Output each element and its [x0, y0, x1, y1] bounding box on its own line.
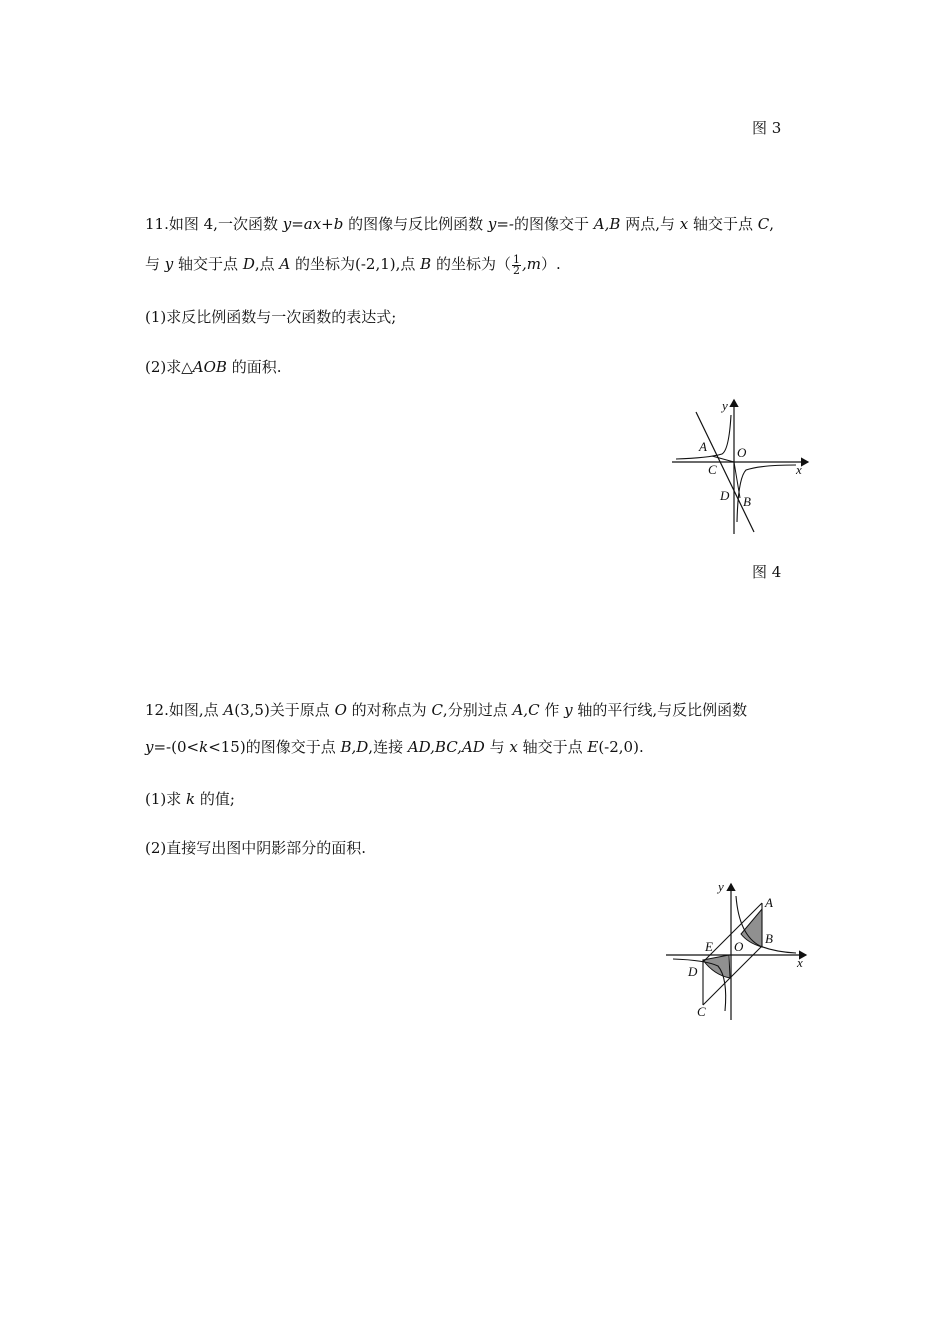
q11-fraction — [512, 252, 521, 277]
q11-text: ,点 — [254, 255, 280, 273]
q11-inverse-equation: y=- — [487, 215, 515, 233]
q11-subquestion-1: (1)求反比例函数与一次函数的表达式; — [145, 308, 397, 326]
q11-text: ）. — [540, 255, 561, 273]
q12-k-var: k — [186, 790, 196, 808]
q12-text: 12.如图,点 — [145, 701, 224, 719]
q12-text: ,分别过点 — [442, 701, 513, 719]
q11-text: 轴交于点 — [688, 215, 758, 233]
q12-text: 轴交于点 — [517, 738, 588, 756]
label-a: A — [765, 895, 773, 910]
q11-text: 两点,与 — [620, 215, 680, 233]
q11-point-b: B — [420, 255, 432, 273]
label-c: C — [708, 462, 717, 477]
q11-text: 轴交于点 — [173, 255, 243, 273]
q12-points-bd: B,D — [340, 738, 369, 756]
fraction-denominator: 2 — [512, 263, 520, 277]
q12-text: 作 — [539, 701, 565, 719]
q11-subquestion-2 — [145, 356, 282, 377]
q11-line-2 — [145, 253, 561, 276]
q11-y-var: y — [164, 255, 174, 273]
q11-text: 如图 4,一次函数 — [168, 215, 283, 233]
figure-3-caption: 图 3 — [752, 119, 782, 137]
q12-line-2 — [145, 736, 644, 757]
q12-text: 的值; — [195, 790, 235, 808]
label-o: O — [734, 939, 744, 954]
q12-text: 的对称点为 — [346, 701, 432, 719]
q12-text: <15)的图像交于点 — [208, 738, 341, 756]
label-o: O — [737, 445, 747, 460]
q12-subquestion-2: (2)直接写出图中阴影部分的面积. — [145, 839, 367, 857]
q12-text: =-(0< — [153, 738, 200, 756]
figure-q12-graph — [662, 876, 814, 1024]
q11-text: 与 — [145, 255, 165, 273]
q11-line-1 — [145, 213, 774, 234]
q12-points-ac: A,C — [512, 701, 540, 719]
label-e: E — [705, 939, 713, 954]
label-b: B — [743, 494, 751, 509]
q12-subquestion-1 — [145, 788, 235, 809]
q12-x-var: x — [509, 738, 518, 756]
shaded-region-upper — [741, 909, 762, 947]
q12-point-a: A — [223, 701, 235, 719]
q11-text: 的图像与反比例函数 — [343, 215, 488, 233]
label-x: x — [796, 462, 802, 477]
q11-text: 的坐标为（ — [431, 255, 511, 273]
label-d: D — [720, 488, 730, 503]
label-a: A — [699, 439, 707, 454]
q12-text: 轴的平行线,与反比例函数 — [572, 701, 748, 719]
label-y: y — [722, 398, 728, 413]
q11-triangle-aob: AOB — [192, 358, 227, 376]
q12-y-var: y — [564, 701, 573, 719]
q11-text: 的图像交于 — [514, 215, 594, 233]
label-x: x — [797, 955, 803, 970]
q12-text: (-2,0). — [598, 738, 644, 756]
q12-text: (1)求 — [145, 790, 187, 808]
q12-line-1 — [145, 699, 747, 720]
q11-text: 的面积. — [226, 358, 282, 376]
linear-function-line — [696, 412, 754, 532]
figure-4-caption: 图 4 — [752, 563, 782, 581]
q12-k-var: k — [199, 738, 209, 756]
q11-point-c: C — [757, 215, 770, 233]
q12-text: ,连接 — [368, 738, 408, 756]
label-y: y — [718, 879, 724, 894]
q11-point-d: D — [242, 255, 255, 273]
q12-point-e: E — [587, 738, 599, 756]
q11-text: (2)求△ — [145, 358, 193, 376]
q12-point-o: O — [334, 701, 347, 719]
label-b: B — [765, 931, 773, 946]
q12-text: 与 — [484, 738, 510, 756]
label-c: C — [697, 1004, 706, 1019]
q11-points-ab: A,B — [593, 215, 621, 233]
q11-m-var: ,m — [521, 255, 541, 273]
q11-point-a: A — [279, 255, 291, 273]
q11-number: 11. — [145, 215, 169, 233]
q12-segments: AD,BC,AD — [407, 738, 485, 756]
q12-point-c: C — [431, 701, 443, 719]
q12-text: (3,5)关于原点 — [234, 701, 335, 719]
q11-linear-equation: y=ax+b — [282, 215, 344, 233]
q11-x-var: x — [679, 215, 689, 233]
figure-4-graph — [668, 396, 814, 541]
q11-text: 的坐标为(-2,1),点 — [290, 255, 421, 273]
q12-y-var: y — [145, 738, 154, 756]
fraction-numerator: 1 — [512, 252, 520, 266]
label-d: D — [688, 964, 698, 979]
q11-text: , — [769, 215, 775, 233]
